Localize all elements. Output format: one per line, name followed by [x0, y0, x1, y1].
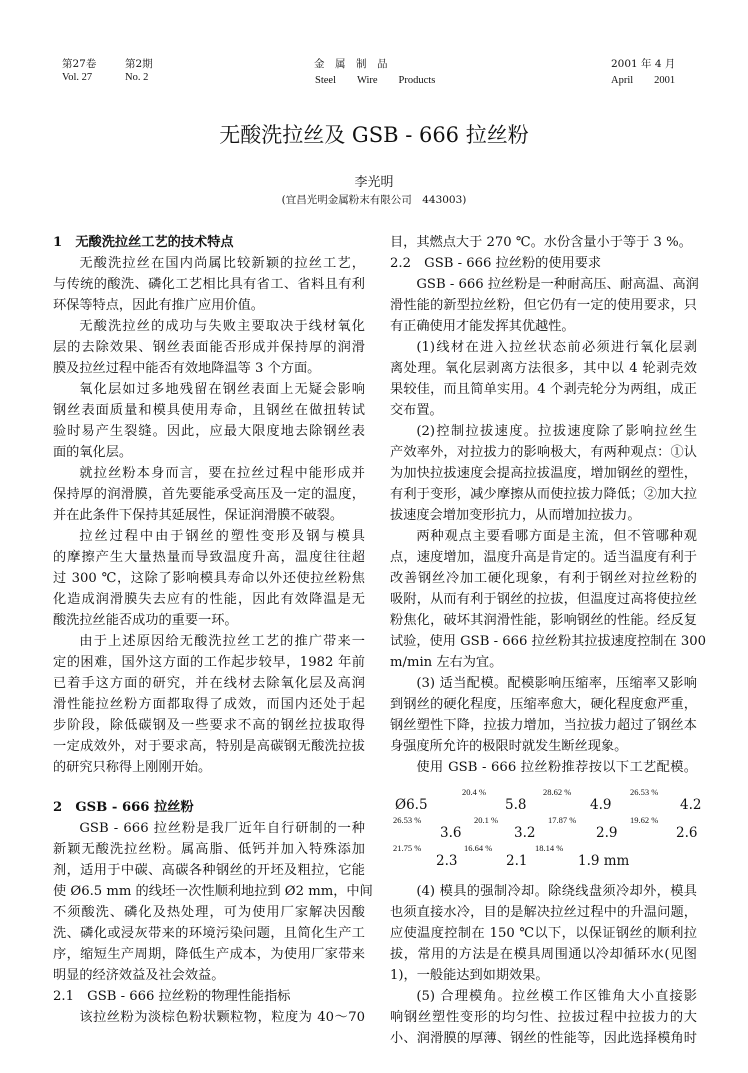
right-column — [390, 232, 707, 1049]
paragraph — [53, 463, 365, 526]
section-heading — [390, 253, 697, 274]
die-diameter: 4.2 — [680, 797, 702, 813]
affiliation: (宜昌光明金属粉末有限公司 443003) — [281, 194, 467, 206]
paragraph — [390, 881, 697, 986]
text-line: 新颖无酸洗拉丝粉。属高脂、低钙并加入特殊添加 — [53, 842, 365, 857]
text-line: 该拉丝粉为淡棕色粉状颗粒物，粒度为 40～70 — [79, 1010, 365, 1025]
die-diameter: 2.9 — [596, 825, 618, 841]
text-line: 钢丝表面质量和模具使用寿命，且钢丝在做扭转试 — [53, 403, 365, 418]
volume-cn: 第27卷 — [62, 58, 97, 70]
paragraph — [390, 274, 697, 337]
text-line: 拔，常用的方法是在模具周围通以冷却循环水(见图 — [390, 947, 697, 962]
text-line: 洗、磷化或浸灰带来的环境污染问题，且简化生产工 — [53, 926, 365, 941]
text-line: 面的氧化层。 — [53, 445, 133, 460]
reduction-rate: 16.64 % — [464, 843, 493, 853]
text-line: 环保等特点，因此有推广应用价值。 — [53, 298, 264, 313]
text-line: 并在此条件下保持其延展性，保证润滑膜不破裂。 — [53, 508, 344, 523]
text-line: 两种观点主要看哪方面是主流，但不管哪种观 — [416, 529, 697, 544]
text-line: 就拉丝粉本身而言，要在拉丝过程中能形成并 — [79, 466, 365, 481]
paragraph — [390, 337, 697, 421]
issue-cn: 第2期 — [125, 58, 153, 70]
die-diameter: 1.9 mm — [578, 853, 630, 869]
reduction-rate: 20.1 % — [474, 815, 499, 825]
paragraph — [53, 253, 365, 316]
paragraph — [390, 986, 697, 1049]
text-line: 过 300 ℃，这除了影响模具寿命以外还使拉丝粉焦 — [53, 571, 365, 586]
text-line: (3) 适当配模。配模影响压缩率，压缩率又影响 — [416, 676, 697, 691]
text-line: 定的困难，国外这方面的工作起步较早，1982 年前 — [53, 655, 365, 670]
text-line: 不须酸洗、磷化及热处理，可为使用厂家解决因酸 — [53, 905, 365, 920]
section-heading — [53, 986, 365, 1007]
paragraph — [390, 757, 697, 778]
text-line: (4) 模具的强制冷却。除绕线盘须冷却外，模具 — [416, 884, 697, 899]
text-line: 滑性能拉丝粉方面都取得了成效，而国内还处于起 — [53, 697, 365, 712]
text-line: 氧化层如过多地残留在钢丝表面上无疑会影响 — [79, 382, 365, 397]
section-heading — [53, 797, 365, 818]
paragraph — [53, 818, 373, 986]
paragraph — [53, 379, 365, 463]
reduction-rate: 18.14 % — [535, 843, 564, 853]
text-line: 的摩擦产生大量热量而导致温度升高，温度往往超 — [53, 550, 365, 565]
text-line: m/min 左右为宜。 — [390, 655, 503, 670]
section-gap — [53, 778, 365, 797]
author: 李光明 — [354, 175, 394, 190]
paragraph — [53, 631, 365, 778]
text-line: (1)线材在进入拉丝状态前必须进行氧化层剥 — [416, 340, 697, 355]
text-line: (5) 合理模角。拉丝模工作区锥角大小直接影 — [416, 989, 697, 1004]
text-line: 产效率外，对拉拔力的影响极大，有两种观点：①认 — [390, 445, 697, 460]
text-line: 步阶段，除低碳钢及一些要求不高的钢丝拉拔取得 — [53, 718, 365, 733]
date-en: April 2001 — [611, 75, 676, 86]
die-diameter: 4.9 — [590, 797, 612, 813]
text-line: 已着手这方面的研究，并在线材去除氧化层及高润 — [53, 676, 365, 691]
text-line: GSB - 666 拉丝粉是我厂近年自行研制的一种 — [79, 821, 365, 836]
reduction-rate: 17.87 % — [548, 815, 577, 825]
text-line: 序，缩短生产周期，降低生产成本，为使用厂家带来 — [53, 947, 365, 962]
text-line: 2.2 GSB - 666 拉丝粉的使用要求 — [390, 256, 602, 271]
text-line: (2)控制拉拔速度。拉拔速度除了影响拉丝生 — [416, 424, 697, 439]
text-line: 膜及拉丝过程中能否有效地降温等 3 个方面。 — [53, 361, 321, 376]
text-line: 无酸洗拉丝的成功与失败主要取决于线材氧化 — [79, 319, 365, 334]
text-line: 点，速度增加，温度升高是肯定的。适当温度有利于 — [390, 550, 697, 565]
article-title: 无酸洗拉丝及 GSB - 666 拉丝粉 — [219, 123, 529, 147]
text-line: 改善钢丝冷加工硬化现象，有利于钢丝对拉丝粉的 — [390, 571, 697, 586]
paragraph — [53, 316, 365, 379]
text-line: 2.1 GSB - 666 拉丝粉的物理性能指标 — [53, 989, 291, 1004]
left-column — [53, 232, 373, 1028]
text-line: 试验，使用 GSB - 666 拉丝粉其拉拔速度控制在 300 — [390, 634, 707, 649]
date-cn: 2001 年 4 月 — [611, 58, 676, 70]
paragraph — [390, 421, 697, 526]
die-diameter: 3.6 — [440, 825, 462, 841]
text-line: 为加快拉拔速度会提高拉拔温度，增加钢丝的塑性， — [390, 466, 697, 481]
die-diameter: 2.1 — [506, 853, 528, 869]
text-line: 酸洗拉丝能否成功的重要一环。 — [53, 613, 238, 628]
reduction-rate: 26.53 % — [393, 815, 422, 825]
reduction-rate: 19.62 % — [630, 815, 659, 825]
text-line: 果较佳，而且简单实用。4 个剥壳轮分为两组，成正 — [390, 382, 697, 397]
text-line: 层的去除效果、钢丝表面能否形成并保持厚的润滑 — [53, 340, 365, 355]
text-line: 保持厚的润滑膜，首先要能承受高压及一定的温度， — [53, 487, 365, 502]
reduction-rate: 26.53 % — [630, 787, 659, 797]
text-line: 响钢丝塑性变形的均匀性、拉拔过程中拉拔力的大 — [390, 1010, 697, 1025]
die-diameter: Ø6.5 — [395, 797, 428, 813]
text-line: 应使温度控制在 150 ℃以下，以保证钢丝的顺利拉 — [390, 926, 697, 941]
die-diameter: 2.3 — [436, 853, 458, 869]
paragraph — [390, 232, 697, 253]
text-line: 一定成效外，对于要求高，特别是高碳钢无酸洗拉拔 — [53, 739, 365, 754]
issue-en: No. 2 — [125, 72, 149, 83]
text-line: 验时易产生裂缝。因此，应最大限度地去除钢丝表 — [53, 424, 365, 439]
section-heading — [53, 232, 365, 253]
die-diameter: 2.6 — [676, 825, 698, 841]
text-line: 身强度所允许的极限时就发生断丝现象。 — [390, 739, 628, 754]
text-line: 1)，一般能达到如期效果。 — [390, 968, 549, 983]
reduction-rate: 21.75 % — [393, 843, 422, 853]
text-line: 与传统的酸洗、磷化工艺相比具有省工、省料且有利 — [53, 277, 365, 292]
text-line: 拉丝过程中由于钢丝的塑性变形及钢与模具 — [79, 529, 365, 544]
text-line: 有利于变形，减少摩擦从而使拉拔力降低；②加大拉 — [390, 487, 697, 502]
journal-en: Steel Wire Products — [315, 75, 436, 86]
text-line: 无酸洗拉丝在国内尚属比较新颖的拉丝工艺， — [79, 256, 365, 271]
text-line: 离处理。氧化层剥离方法很多，其中以 4 轮剥壳效 — [390, 361, 697, 376]
text-line: GSB - 666 拉丝粉是一种耐高压、耐高温、高润 — [416, 277, 699, 292]
text-line: 粉焦化，破坏其润滑性能，影响钢丝的性能。经反复 — [390, 613, 697, 628]
paragraph — [390, 526, 707, 673]
journal-cn: 金 属 制 品 — [314, 58, 388, 70]
paragraph — [53, 1007, 365, 1028]
text-line: 剂，适用于中碳、高碳各种钢丝的开坯及粗拉，它能 — [53, 863, 365, 878]
die-diameter: 3.2 — [514, 825, 536, 841]
text-line: 由于上述原因给无酸洗拉丝工艺的推广带来一 — [79, 634, 365, 649]
text-line: 也须直接水冷，目的是解决拉丝过程中的升温问题， — [390, 905, 697, 920]
text-line: 明显的经济效益及社会效益。 — [53, 968, 225, 983]
text-line: 钢丝塑性下降，拉拔力增加，当拉拔力超过了钢丝本 — [390, 718, 697, 733]
text-line: 使用 GSB - 666 拉丝粉推荐按以下工艺配模。 — [416, 760, 697, 775]
reduction-rate: 28.62 % — [543, 787, 572, 797]
text-line: 有正确使用才能发挥其优越性。 — [390, 319, 575, 334]
text-line: 的研究只称得上刚刚开始。 — [53, 760, 212, 775]
volume-en: Vol. 27 — [62, 72, 93, 83]
text-line: 化造成润滑膜失去应有的性能，因此有效降温是无 — [53, 592, 365, 607]
die-schedule — [390, 778, 702, 881]
reduction-rate: 20.4 % — [462, 787, 487, 797]
text-line: 使 Ø6.5 mm 的线坯一次性顺利地拉到 Ø2 mm，中间 — [53, 884, 373, 899]
text-line: 拔速度会增加变形抗力，从而增加拉拔力。 — [390, 508, 641, 523]
text-line: 1 无酸洗拉丝工艺的技术特点 — [53, 235, 234, 250]
text-line: 目，其燃点大于 270 ℃。水份含量小于等于 3 %。 — [390, 235, 692, 250]
die-diameter: 5.8 — [505, 797, 527, 813]
text-line: 吸附，从而有利于钢丝的拉拔，但温度过高将使拉丝 — [390, 592, 697, 607]
text-line: 滑性能的新型拉丝粉，但它仍有一定的使用要求，只 — [390, 298, 697, 313]
text-line: 交布置。 — [390, 403, 443, 418]
paragraph — [53, 526, 365, 631]
text-line: 2 GSB - 666 拉丝粉 — [53, 800, 194, 815]
text-line: 到钢丝的硬化程度，压缩率愈大，硬化程度愈严重， — [390, 697, 697, 712]
text-line: 小、润滑膜的厚薄、钢丝的性能等，因此选择模角时 — [390, 1031, 697, 1046]
paragraph — [390, 673, 697, 757]
